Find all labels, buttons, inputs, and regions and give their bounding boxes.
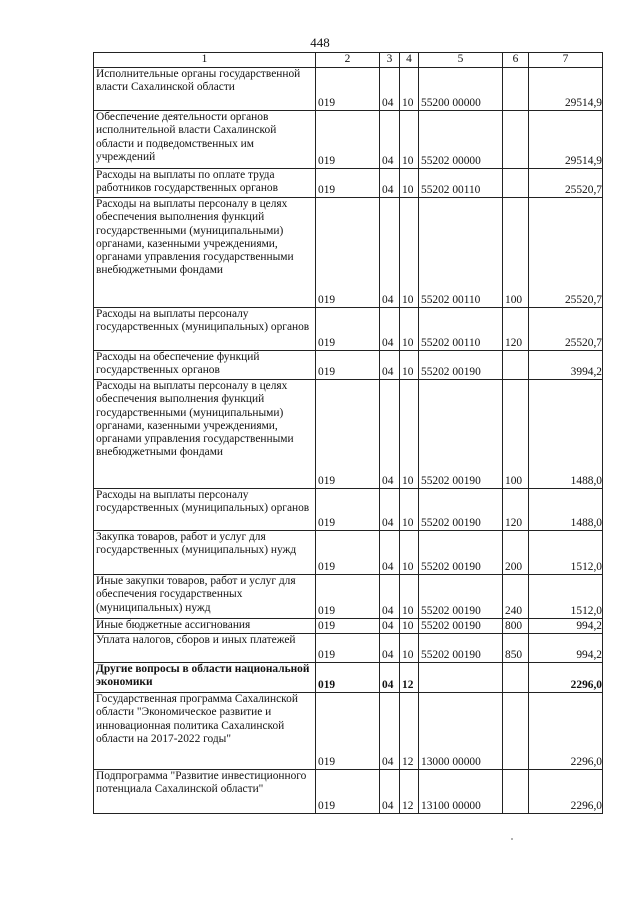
table-row: [94, 111, 603, 169]
row-code-6: 800: [503, 619, 529, 634]
row-amount: 1512,0: [529, 531, 603, 575]
row-code-2: 019: [316, 351, 380, 380]
row-code-2: 019: [316, 111, 380, 169]
table-row: [94, 308, 603, 351]
row-code-5: 55202 00190: [419, 634, 503, 663]
row-code-6: 120: [503, 489, 529, 531]
row-code-4: 10: [400, 489, 419, 531]
row-code-3: 04: [380, 68, 400, 111]
row-name: Расходы на выплаты по оплате труда работников государственных органов: [94, 169, 316, 198]
col-header-3: 3: [380, 53, 400, 68]
row-name: Исполнительные органы государственной власти Сахалинской области: [94, 68, 316, 111]
row-amount: 25520,7: [529, 198, 603, 308]
row-code-5: 55202 00110: [419, 308, 503, 351]
row-amount: 1488,0: [529, 489, 603, 531]
row-code-4: 10: [400, 198, 419, 308]
col-header-5: 5: [419, 53, 503, 68]
row-code-3: 04: [380, 619, 400, 634]
row-code-2: 019: [316, 663, 380, 693]
row-code-2: 019: [316, 489, 380, 531]
row-code-6: 200: [503, 531, 529, 575]
row-code-2: 019: [316, 575, 380, 619]
row-code-2: 019: [316, 68, 380, 111]
row-code-2: 019: [316, 770, 380, 814]
row-code-5: 55202 00190: [419, 575, 503, 619]
row-name: Государственная программа Сахалинской области "Экономическое развитие и инновационная политика Сахалинской области на 2017-2022 годы": [94, 693, 316, 770]
row-name: Иные закупки товаров, работ и услуг для обеспечения государственных (муниципальных) нужд: [94, 575, 316, 619]
row-code-5: 55202 00190: [419, 351, 503, 380]
row-name: Расходы на обеспечение функций государственных органов: [94, 351, 316, 380]
row-code-2: 019: [316, 634, 380, 663]
row-name: Расходы на выплаты персоналу в целях обеспечения выполнения функций государственными (муниципальными) органами, казенными учреждениями, органами управления государственными внебюджетными фондами: [94, 380, 316, 489]
row-code-4: 10: [400, 308, 419, 351]
row-amount: 1512,0: [529, 575, 603, 619]
row-code-3: 04: [380, 489, 400, 531]
row-code-2: 019: [316, 198, 380, 308]
row-code-4: 12: [400, 693, 419, 770]
row-code-4: 10: [400, 634, 419, 663]
row-name: Уплата налогов, сборов и иных платежей: [94, 634, 316, 663]
row-code-3: 04: [380, 198, 400, 308]
row-name: Подпрограмма "Развитие инвестиционного потенциала Сахалинской области": [94, 770, 316, 814]
row-code-4: 10: [400, 351, 419, 380]
row-code-6: [503, 693, 529, 770]
row-code-6: 240: [503, 575, 529, 619]
row-code-4: 10: [400, 68, 419, 111]
scan-speck: [511, 838, 513, 840]
row-code-6: [503, 663, 529, 693]
row-code-3: 04: [380, 308, 400, 351]
row-code-5: 55202 00110: [419, 169, 503, 198]
row-code-5: 55202 00000: [419, 111, 503, 169]
row-code-5: [419, 663, 503, 693]
budget-table: [93, 52, 603, 814]
row-code-4: 10: [400, 575, 419, 619]
row-code-6: [503, 68, 529, 111]
row-code-2: 019: [316, 308, 380, 351]
row-amount: 25520,7: [529, 308, 603, 351]
table-row: [94, 68, 603, 111]
col-header-2: 2: [316, 53, 380, 68]
row-name: Другие вопросы в области национальной экономики: [94, 663, 316, 693]
row-name: Расходы на выплаты персоналу в целях обеспечения выполнения функций государственными (муниципальными) органами, казенными учреждениями, органами управления государственными внебюджетными фондами: [94, 198, 316, 308]
row-code-5: 55202 00190: [419, 531, 503, 575]
row-amount: 2296,0: [529, 770, 603, 814]
row-code-4: 10: [400, 531, 419, 575]
row-name: Обеспечение деятельности органов исполнительной власти Сахалинской области и подведомственных им учреждений: [94, 111, 316, 169]
table-row: [94, 619, 603, 634]
row-code-2: 019: [316, 693, 380, 770]
table-row: [94, 198, 603, 308]
row-code-4: 10: [400, 111, 419, 169]
row-code-3: 04: [380, 351, 400, 380]
row-code-3: 04: [380, 111, 400, 169]
row-code-6: 120: [503, 308, 529, 351]
row-code-3: 04: [380, 693, 400, 770]
row-amount: 29514,9: [529, 68, 603, 111]
table-row: [94, 380, 603, 489]
table-row: [94, 634, 603, 663]
row-name: Расходы на выплаты персоналу государственных (муниципальных) органов: [94, 308, 316, 351]
row-code-3: 04: [380, 575, 400, 619]
table-row: [94, 351, 603, 380]
row-code-6: [503, 351, 529, 380]
table-body: [94, 68, 603, 814]
row-code-3: 04: [380, 770, 400, 814]
row-code-4: 10: [400, 619, 419, 634]
col-header-1: 1: [94, 53, 316, 68]
row-code-5: 55200 00000: [419, 68, 503, 111]
col-header-7: 7: [529, 53, 603, 68]
row-code-3: 04: [380, 169, 400, 198]
table-row: [94, 663, 603, 693]
row-name: Расходы на выплаты персоналу государственных (муниципальных) органов: [94, 489, 316, 531]
row-code-5: 13000 00000: [419, 693, 503, 770]
row-amount: 1488,0: [529, 380, 603, 489]
row-code-5: 55202 00190: [419, 489, 503, 531]
row-code-5: 13100 00000: [419, 770, 503, 814]
row-code-3: 04: [380, 380, 400, 489]
row-amount: 994,2: [529, 634, 603, 663]
table-row: [94, 575, 603, 619]
col-header-6: 6: [503, 53, 529, 68]
row-amount: 2296,0: [529, 663, 603, 693]
row-code-2: 019: [316, 380, 380, 489]
row-code-6: [503, 111, 529, 169]
row-code-4: 12: [400, 770, 419, 814]
col-header-4: 4: [400, 53, 419, 68]
row-code-2: 019: [316, 531, 380, 575]
row-code-6: 100: [503, 380, 529, 489]
row-code-6: [503, 169, 529, 198]
row-amount: 994,2: [529, 619, 603, 634]
row-code-5: 55202 00190: [419, 619, 503, 634]
row-code-3: 04: [380, 634, 400, 663]
table-row: [94, 169, 603, 198]
table-row: [94, 770, 603, 814]
row-name: Иные бюджетные ассигнования: [94, 619, 316, 634]
row-code-4: 10: [400, 169, 419, 198]
row-name: Закупка товаров, работ и услуг для государственных (муниципальных) нужд: [94, 531, 316, 575]
row-code-2: 019: [316, 619, 380, 634]
row-code-6: 850: [503, 634, 529, 663]
row-amount: 3994,2: [529, 351, 603, 380]
row-amount: 29514,9: [529, 111, 603, 169]
row-code-5: 55202 00190: [419, 380, 503, 489]
row-code-3: 04: [380, 531, 400, 575]
table-header-row: [94, 53, 603, 68]
table-row: [94, 489, 603, 531]
row-code-4: 10: [400, 380, 419, 489]
row-amount: 25520,7: [529, 169, 603, 198]
row-code-6: 100: [503, 198, 529, 308]
table-row: [94, 531, 603, 575]
row-code-6: [503, 770, 529, 814]
row-code-5: 55202 00110: [419, 198, 503, 308]
table-row: [94, 693, 603, 770]
row-code-4: 12: [400, 663, 419, 693]
row-amount: 2296,0: [529, 693, 603, 770]
row-code-3: 04: [380, 663, 400, 693]
page-number: 448: [310, 35, 330, 50]
row-code-2: 019: [316, 169, 380, 198]
